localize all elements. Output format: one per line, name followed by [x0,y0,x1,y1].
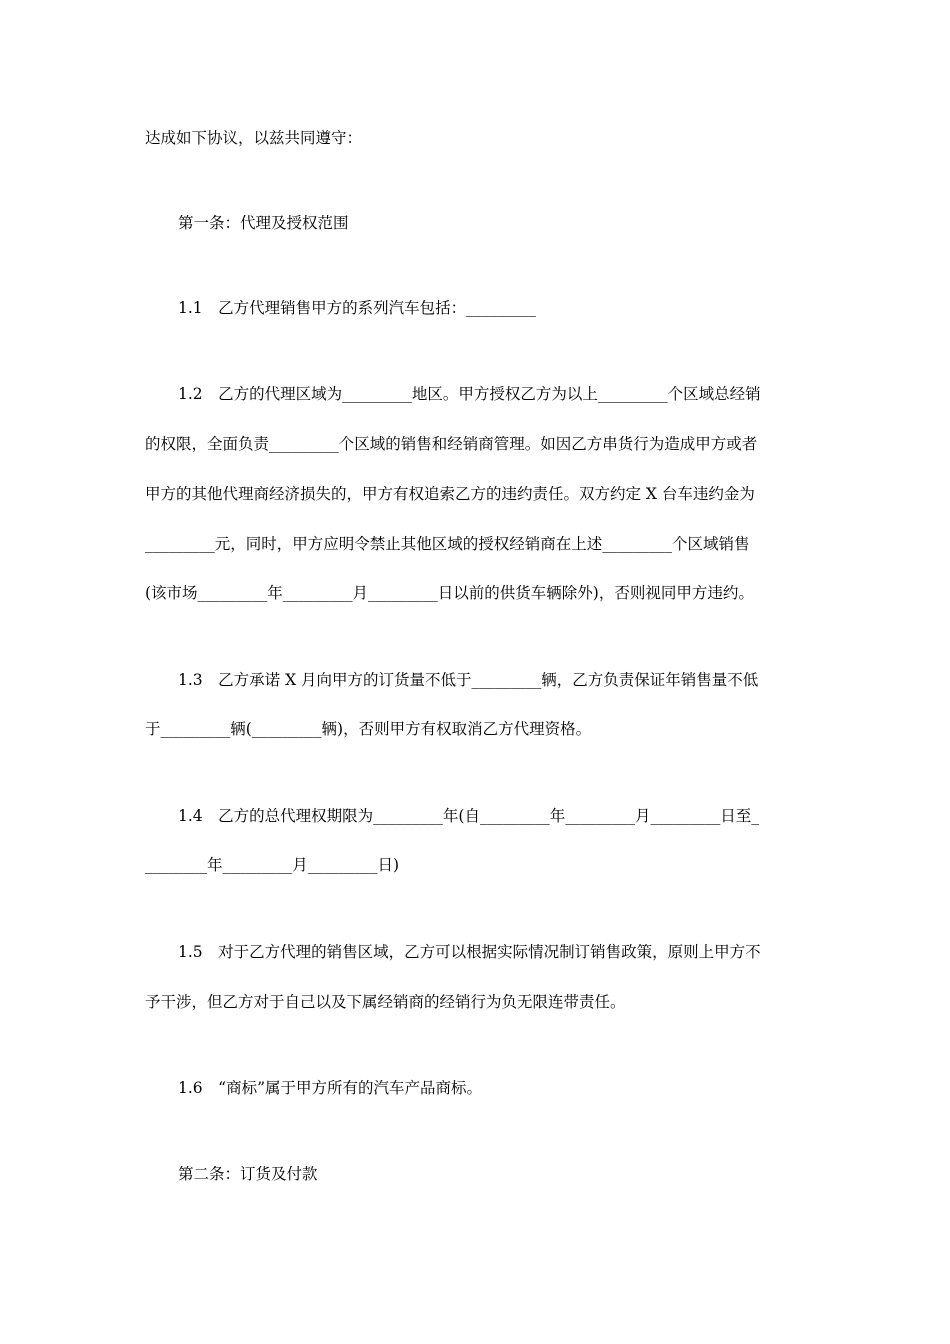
clause-1-2-line-5: (该市场_________年_________月_________日以前的供货车辆除外)，否则视同甲方违约。 [145,584,754,602]
clause-1-6: 1.6 “商标”属于甲方所有的汽车产品商标。 [178,1079,482,1097]
clause-1-4-line-1: 1.4 乙方的总代理权期限为_________年(自_________年_________月_________日至_ [178,807,759,825]
clause-1-2-line-2: 的权限，全面负责_________个区域的销售和经销商管理。如因乙方串货行为造成甲方或者 [145,435,758,453]
clause-1-3-line-1: 1.3 乙方承诺 X 月向甲方的订货量不低于_________辆，乙方负责保证年销售量不低 [178,671,759,689]
clause-1-5-line-2: 予干涉，但乙方对于自己以及下属经销商的经销行为负无限连带责任。 [145,993,626,1011]
article-2-heading: 第二条：订货及付款 [178,1165,318,1183]
clause-1-2-line-4: _________元，同时，甲方应明令禁止其他区域的授权经销商在上述_________个区域销售 [145,535,750,553]
clause-1-2-line-3: 甲方的其他代理商经济损失的，甲方有权追索乙方的违约责任。双方约定 X 台车违约金为 [145,485,755,503]
clause-1-3-line-2: 于_________辆(_________辆)，否则甲方有权取消乙方代理资格。 [145,720,592,738]
article-1-heading: 第一条：代理及授权范围 [178,214,349,232]
clause-1-1: 1.1 乙方代理销售甲方的系列汽车包括：_________ [178,299,536,317]
clause-1-4-line-2: ________年_________月_________日) [145,856,400,874]
clause-1-2-line-1: 1.2 乙方的代理区域为_________地区。甲方授权乙方为以上_________个区域总经销 [178,385,761,403]
clause-1-5-line-1: 1.5 对于乙方代理的销售区域，乙方可以根据实际情况制订销售政策，原则上甲方不 [178,943,761,961]
intro-text: 达成如下协议，以兹共同遵守： [145,129,363,147]
